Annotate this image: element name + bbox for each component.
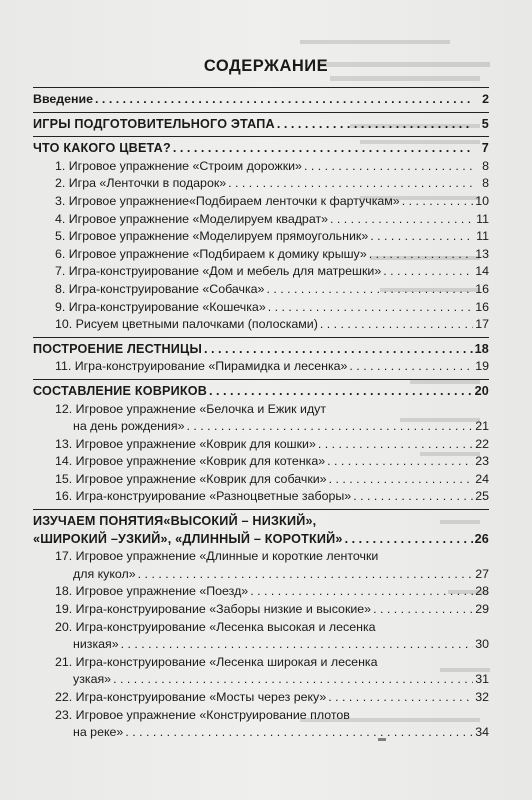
toc-page-number: 34 [475, 725, 489, 740]
toc-page-number: 29 [475, 602, 489, 617]
toc-entry-text: 7. Игра-конструирование «Дом и мебель для матрешки» [55, 264, 382, 279]
toc-page-number: 16 [475, 299, 489, 314]
toc-entry-text: 16. Игра-конструирование «Разноцветные заборы» [55, 489, 352, 504]
toc-entry-text: 19. Игра-конструирование «Заборы низкие и высокие» [55, 602, 372, 617]
toc-section-concepts-line1: ИЗУЧАЕМ ПОНЯТИЯ«ВЫСОКИЙ – НИЗКИЙ», [33, 509, 489, 531]
toc-page-number: 22 [475, 436, 489, 451]
dot-leader [250, 583, 473, 601]
dot-leader [320, 316, 473, 334]
toc-section-concepts-line2 [33, 531, 489, 549]
toc-page-number: 28 [475, 584, 489, 599]
toc-entry [33, 471, 489, 489]
toc-section-ladder [33, 337, 489, 359]
toc-entry [33, 488, 489, 506]
toc-entry-continuation [33, 418, 489, 436]
toc-entry-text: 9. Игра-конструирование «Кошечка» [55, 299, 266, 314]
dot-leader [329, 471, 473, 489]
toc-entry-text: 6. Игровое упражнение «Подбираем к домику крышу» [55, 246, 367, 261]
toc-entry [33, 246, 489, 264]
toc-page-number: 30 [475, 637, 489, 652]
toc-page-number: 20 [474, 383, 489, 398]
toc-section-text: ПОСТРОЕНИЕ ЛЕСТНИЦЫ [33, 341, 202, 356]
toc-page-number: 25 [475, 489, 489, 504]
dot-leader [345, 531, 473, 549]
toc-page-number: 5 [481, 116, 489, 131]
toc-entry-text: 8. Игра-конструирование «Собачка» [55, 281, 265, 296]
toc-section-text: «ШИРОКИЙ –УЗКИЙ», «ДЛИННЫЙ – КОРОТКИЙ» [33, 531, 343, 546]
dot-leader [327, 453, 473, 471]
dot-leader [173, 140, 473, 158]
toc-entry-text: 2. Игра «Ленточки в подарок» [55, 176, 227, 191]
toc-entry-text: 4. Игровое упражнение «Моделируем квадрат» [55, 211, 329, 226]
toc-entry-text: низкая» [73, 637, 119, 652]
toc-page-number: 8 [482, 176, 489, 191]
toc-entry [33, 175, 489, 193]
toc-page-number: 14 [475, 264, 489, 279]
toc-page-number: 24 [475, 471, 489, 486]
toc-section-text: ЧТО КАКОГО ЦВЕТА? [33, 141, 171, 156]
toc-entry-text: на реке» [73, 725, 124, 740]
toc-entry-text: для кукол» [73, 566, 136, 581]
toc-entry [33, 263, 489, 281]
toc-page-number: 18 [474, 341, 489, 356]
toc-page-number: 19 [475, 359, 489, 374]
toc-section-text: СОСТАВЛЕНИЕ КОВРИКОВ [33, 383, 208, 398]
dot-leader [370, 228, 473, 246]
toc-entry [33, 436, 489, 454]
dot-leader [95, 91, 473, 109]
toc-entry-text: 22. Игра-конструирование «Мосты через реку» [55, 690, 327, 704]
toc-page-number: 17 [475, 317, 489, 332]
print-mark [378, 738, 386, 741]
toc-page-number: 2 [482, 92, 489, 106]
dot-leader [304, 158, 473, 176]
toc-entry [33, 281, 489, 299]
dot-leader [277, 116, 473, 134]
toc-entry-text: 3. Игровое упражнение«Подбираем ленточки к фартучкам» [55, 193, 400, 208]
toc-page-number: 8 [482, 158, 489, 173]
dot-leader [402, 193, 473, 211]
toc-section-colors [33, 136, 489, 158]
toc-entry-first-line: 17. Игровое упражнение «Длинные и короткие ленточки [55, 549, 379, 564]
toc-entry-text: 11. Игра-конструирование «Пирамидка и лесенка» [55, 359, 348, 374]
dot-leader [125, 724, 473, 742]
toc-entry-continuation [33, 566, 489, 584]
dot-leader [353, 488, 473, 506]
dot-leader [113, 671, 473, 689]
toc-entry-text: 13. Игровое упражнение «Коврик для кошки» [55, 436, 316, 451]
toc-page-number: 23 [475, 454, 489, 469]
toc-page-number: 31 [475, 672, 489, 687]
dot-leader [383, 263, 473, 281]
toc-entry [33, 211, 489, 229]
toc-section-text: ИГРЫ ПОДГОТОВИТЕЛЬНОГО ЭТАПА [33, 116, 275, 131]
toc-page-number: 32 [475, 690, 489, 704]
toc-section-preparatory [33, 112, 489, 134]
toc-entry-text: 14. Игровое упражнение «Коврик для котенка» [55, 454, 326, 469]
toc-entry-text: Введение [33, 92, 94, 106]
toc-page-number: 7 [481, 141, 489, 156]
dot-leader [204, 341, 473, 359]
toc-page-number: 13 [475, 246, 489, 261]
dot-leader [268, 299, 473, 317]
toc-entry-continuation [33, 724, 489, 742]
toc-entry-text: 10. Рисуем цветными палочками (полосками) [55, 317, 318, 332]
table-of-contents [33, 84, 489, 742]
toc-entry [33, 583, 489, 601]
toc-entry-text: 18. Игровое упражнение «Поезд» [55, 584, 249, 599]
toc-section-rugs [33, 379, 489, 401]
toc-entry [33, 601, 489, 619]
toc-entry-text: 5. Игровое упражнение «Моделируем прямоугольник» [55, 229, 369, 244]
toc-page-number: 27 [475, 566, 489, 581]
toc-entry-continuation [33, 671, 489, 689]
toc-page-number: 21 [475, 419, 489, 434]
toc-entry-text: на день рождения» [73, 419, 185, 434]
toc-entry-first-line: 21. Игра-конструирование «Лесенка широкая и лесенка [55, 654, 378, 669]
toc-entry [33, 689, 489, 707]
toc-entry [33, 453, 489, 471]
dot-leader [266, 281, 473, 299]
toc-entry-first-line: 12. Игровое упражнение «Белочка и Ежик идут [55, 401, 327, 416]
toc-page-number: 26 [474, 531, 489, 546]
toc-entry-continuation [33, 636, 489, 654]
toc-entry-first-line: 23. Игровое упражнение «Конструирование плотов [55, 707, 350, 722]
toc-entry [33, 299, 489, 317]
dot-leader [186, 418, 473, 436]
toc-entry-first-line: 20. Игра-конструирование «Лесенка высокая и лесенка [55, 619, 376, 634]
toc-page-number: 10 [475, 193, 489, 208]
dot-leader [328, 689, 473, 707]
toc-entry-intro [33, 87, 489, 109]
toc-page-number: 11 [476, 229, 489, 244]
toc-entry [33, 158, 489, 176]
dot-leader [228, 175, 473, 193]
dot-leader [209, 383, 473, 401]
toc-page-number: 16 [475, 281, 489, 296]
dot-leader [318, 436, 473, 454]
toc-entry-text: 15. Игровое упражнение «Коврик для собачки» [55, 471, 327, 486]
toc-entry [33, 193, 489, 211]
toc-entry-text: 1. Игровое упражнение «Строим дорожки» [55, 158, 302, 173]
toc-page-number: 11 [476, 211, 489, 226]
toc-entry [33, 358, 489, 376]
dot-leader [330, 211, 473, 229]
toc-entry-text: узкая» [73, 672, 112, 687]
dot-leader [138, 566, 473, 584]
dot-leader [369, 246, 473, 264]
toc-entry [33, 228, 489, 246]
dot-leader [349, 358, 473, 376]
dot-leader [373, 601, 473, 619]
page-title: СОДЕРЖАНИЕ [203, 57, 329, 75]
dot-leader [121, 636, 473, 654]
toc-entry [33, 316, 489, 334]
